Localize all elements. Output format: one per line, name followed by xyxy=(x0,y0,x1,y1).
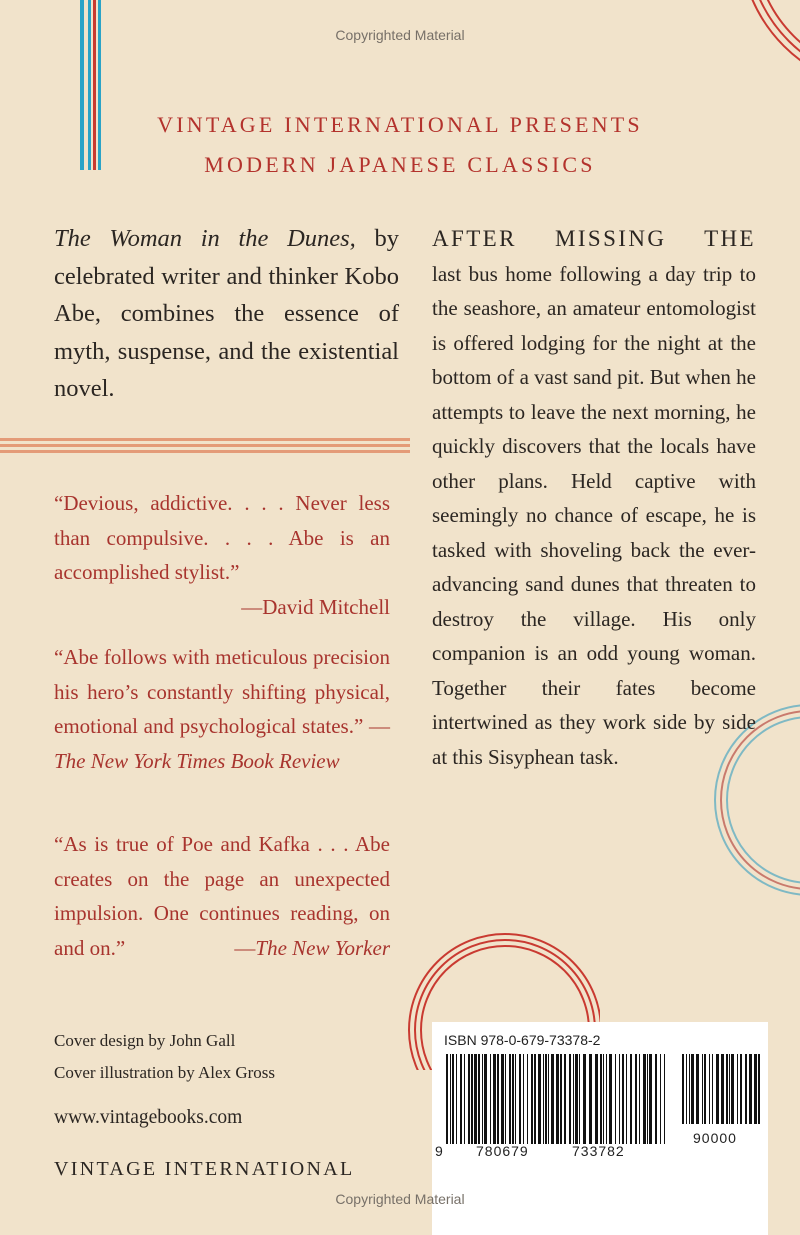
book-title: The Woman in the Dunes, xyxy=(54,225,356,252)
watermark-top: Copyrighted Material xyxy=(335,27,465,43)
watermark-bottom: Copyrighted Material xyxy=(335,1191,465,1207)
quote-text: “Abe follows with meticulous precision his hero’s constantly shifting physical, emotional and psychological states.” xyxy=(54,645,390,738)
barcode-bar xyxy=(501,1054,504,1144)
quote-text: “Devious, addictive. . . . Never less than compulsive. . . . Abe is an accomplished stylist.” xyxy=(54,491,390,584)
barcode-bar xyxy=(689,1054,690,1124)
barcode-bar xyxy=(512,1054,514,1144)
quote-text: “As is true of Poe and Kafka . . . Abe creates on the page an unexpected impulsion. One continues reading, on and on.” xyxy=(54,832,390,960)
barcode-bar xyxy=(509,1054,511,1144)
barcode-bar xyxy=(619,1054,620,1144)
barcode-bar xyxy=(556,1054,559,1144)
quote-source: The New Yorker xyxy=(255,935,390,960)
barcode-bar xyxy=(626,1054,627,1144)
barcode-bar xyxy=(704,1054,706,1124)
barcode-bar xyxy=(468,1054,470,1144)
barcode-bar xyxy=(745,1054,747,1124)
intro-text: by celebrated writer and thinker Kobo Abe, combines the essence of myth, suspense, and the existential novel. xyxy=(54,225,399,402)
barcode-bar xyxy=(474,1054,477,1144)
blurb-text: last bus home following a day trip to the seashore, an amateur entomologist is offered lodging for the night at the bottom of a vast sand pit. But when he attempts to leave the next morning, he quickly discovers that the locals have other plans. Held captive with seemingly no chance of escape, he is tasked with shoveling back the ever-advancing sand dunes that threaten to destroy the village. His only companion is an odd young woman. Together their fates become intertwined as they work side by side at this Sisyphean task. xyxy=(432,261,756,769)
barcode-bar xyxy=(589,1054,592,1144)
barcode-bar xyxy=(497,1054,499,1144)
barcode-bar xyxy=(527,1054,528,1144)
barcode-bar xyxy=(622,1054,624,1144)
barcode-bar xyxy=(726,1054,728,1124)
barcode-bar xyxy=(493,1054,496,1144)
cover-design-credit: Cover design by John Gall xyxy=(54,1031,236,1050)
series-subheading: MODERN JAPANESE CLASSICS xyxy=(204,152,596,177)
barcode-bar xyxy=(655,1054,657,1144)
barcode-bar xyxy=(446,1054,448,1144)
barcode-bar xyxy=(534,1054,536,1144)
blurb-lead: AFTER MISSING THE xyxy=(432,226,756,251)
quote-source: The New York Times Book Review xyxy=(54,748,340,773)
barcode-bar xyxy=(721,1054,724,1124)
barcode-bar xyxy=(575,1054,578,1144)
barcode-bar xyxy=(460,1054,462,1144)
barcode-bar xyxy=(691,1054,694,1124)
barcode-lead-digit: 9 xyxy=(435,1143,443,1159)
barcode-bar xyxy=(538,1054,541,1144)
barcode-bar xyxy=(660,1054,661,1144)
barcode-bar xyxy=(515,1054,516,1144)
quote-source: —David Mitchell xyxy=(241,594,390,619)
quote-1 xyxy=(54,486,390,624)
series-heading: VINTAGE INTERNATIONAL PRESENTS xyxy=(157,112,643,137)
barcode-bar xyxy=(643,1054,646,1144)
barcode-bar xyxy=(543,1054,544,1144)
quote-3 xyxy=(54,827,390,965)
barcode-bar xyxy=(639,1054,640,1144)
barcode-addon xyxy=(682,1054,762,1132)
barcode-bar xyxy=(649,1054,652,1144)
barcode-bar xyxy=(758,1054,760,1124)
barcode-bar xyxy=(702,1054,703,1124)
barcode-bar xyxy=(551,1054,554,1144)
barcode-bar xyxy=(478,1054,480,1144)
blurb xyxy=(432,222,756,774)
barcode-bar xyxy=(709,1054,710,1124)
barcode-bar xyxy=(583,1054,586,1144)
quote-2 xyxy=(54,640,390,778)
divider-stripes xyxy=(0,436,410,456)
publisher-imprint: VINTAGE INTERNATIONAL xyxy=(54,1158,355,1180)
intro-paragraph xyxy=(54,220,399,408)
barcode-bar xyxy=(682,1054,684,1124)
barcode-bar xyxy=(729,1054,730,1124)
barcode-bar xyxy=(484,1054,487,1144)
quote-source-dash: — xyxy=(363,714,391,738)
barcode-bar xyxy=(548,1054,549,1144)
barcode-bar xyxy=(716,1054,719,1124)
barcode-bar xyxy=(456,1054,457,1144)
barcode-bar xyxy=(482,1054,483,1144)
barcode-bar xyxy=(630,1054,632,1144)
barcode-bar xyxy=(635,1054,637,1144)
cover-illustration-credit: Cover illustration by Alex Gross xyxy=(54,1063,275,1082)
barcode-price-code: 90000 xyxy=(693,1130,737,1146)
barcode-bar xyxy=(603,1054,604,1144)
quote-source-dash: — xyxy=(234,935,256,960)
barcode-bar xyxy=(740,1054,742,1124)
decorative-circle-top xyxy=(640,0,800,110)
barcode-bar xyxy=(606,1054,607,1144)
barcode-bar xyxy=(471,1054,473,1144)
isbn-label: ISBN 978-0-679-73378-2 xyxy=(444,1032,601,1048)
barcode-bar xyxy=(545,1054,547,1144)
barcode-bar xyxy=(560,1054,562,1144)
barcode-bar xyxy=(749,1054,752,1124)
barcode-bar xyxy=(737,1054,738,1124)
barcode-bar xyxy=(600,1054,602,1144)
barcode-bar xyxy=(452,1054,454,1144)
decorative-stripes xyxy=(74,0,110,170)
barcode-bar xyxy=(523,1054,524,1144)
barcode-bar xyxy=(696,1054,699,1124)
barcode-bar xyxy=(490,1054,491,1144)
barcode-bar xyxy=(731,1054,734,1124)
barcode-bar xyxy=(615,1054,616,1144)
barcode-bar xyxy=(754,1054,757,1124)
barcode-bar xyxy=(569,1054,571,1144)
barcode-bar xyxy=(505,1054,506,1144)
barcode-bar xyxy=(595,1054,598,1144)
barcode-bar xyxy=(573,1054,574,1144)
barcode-bar xyxy=(464,1054,465,1144)
barcode-bar xyxy=(647,1054,648,1144)
barcode-bar xyxy=(519,1054,521,1144)
barcode-bar xyxy=(664,1054,665,1144)
barcode-digits-left: 780679 xyxy=(476,1143,529,1159)
barcode-digits-right: 733782 xyxy=(572,1143,625,1159)
barcode-bar xyxy=(579,1054,580,1144)
barcode-bar xyxy=(564,1054,566,1144)
barcode-bar xyxy=(450,1054,451,1144)
publisher-url: www.vintagebooks.com xyxy=(54,1107,243,1128)
barcode-bar xyxy=(686,1054,687,1124)
barcode-bar xyxy=(531,1054,533,1144)
barcode-bar xyxy=(712,1054,713,1124)
barcode-bar xyxy=(609,1054,612,1144)
